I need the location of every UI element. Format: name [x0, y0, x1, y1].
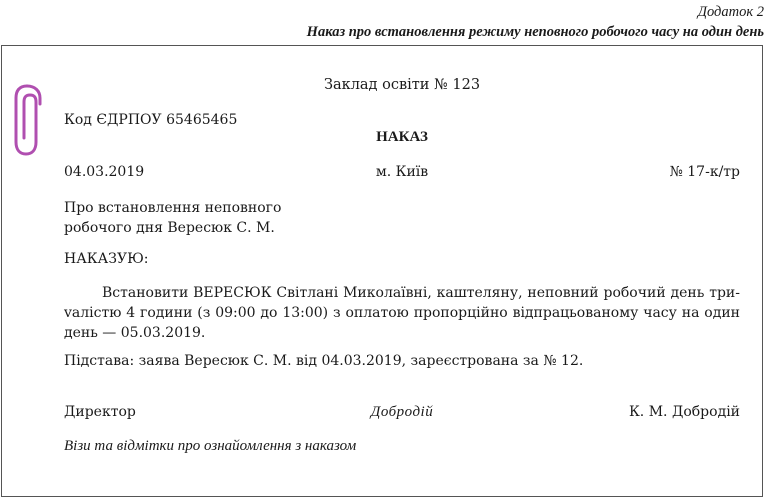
order-basis: Підстава: заява Вересюк С. М. від 04.03.2019, зареєстрована за № 12. — [64, 353, 584, 369]
order-subject — [64, 198, 324, 238]
subject-line: робочого дня Вересюк С. М. — [64, 220, 275, 236]
handwritten-signature: Добродій — [370, 404, 434, 420]
appendix-label: Додаток 2 — [697, 4, 764, 20]
order-city: м. Київ — [375, 164, 429, 180]
order-directive-word: НАКАЗУЮ: — [64, 251, 149, 267]
edrpou-code: Код ЄДРПОУ 65465465 — [64, 112, 238, 128]
document-sheet — [1, 45, 763, 497]
order-body-text: Встановити ВЕРЕСЮК Світлані Миколаївні, каштеляну, неповний робочий день триvалістю 4 години (з 09:00 до 13:00) з оплатою пропорційно відпрацьованому часу на один день — 05.03.2019. — [64, 285, 740, 341]
paperclip-icon — [10, 80, 44, 160]
appendix-title: Наказ про встановлення режиму неповного робочого часу на один день — [306, 24, 764, 40]
signer-position: Директор — [64, 404, 136, 420]
order-date: 04.03.2019 — [64, 164, 145, 180]
order-title: НАКАЗ — [376, 129, 428, 145]
signer-name: К. М. Добродій — [628, 404, 740, 420]
signature-row — [64, 402, 740, 424]
order-number: № 17-к/тр — [669, 164, 740, 180]
appendix-header — [307, 2, 764, 42]
order-meta-row — [64, 162, 740, 182]
subject-line: Про встановлення неповного — [64, 200, 282, 216]
visas-note: Візи та відмітки про ознайомлення з наказом — [64, 438, 357, 454]
institution-name: Заклад освіти № 123 — [323, 77, 481, 93]
